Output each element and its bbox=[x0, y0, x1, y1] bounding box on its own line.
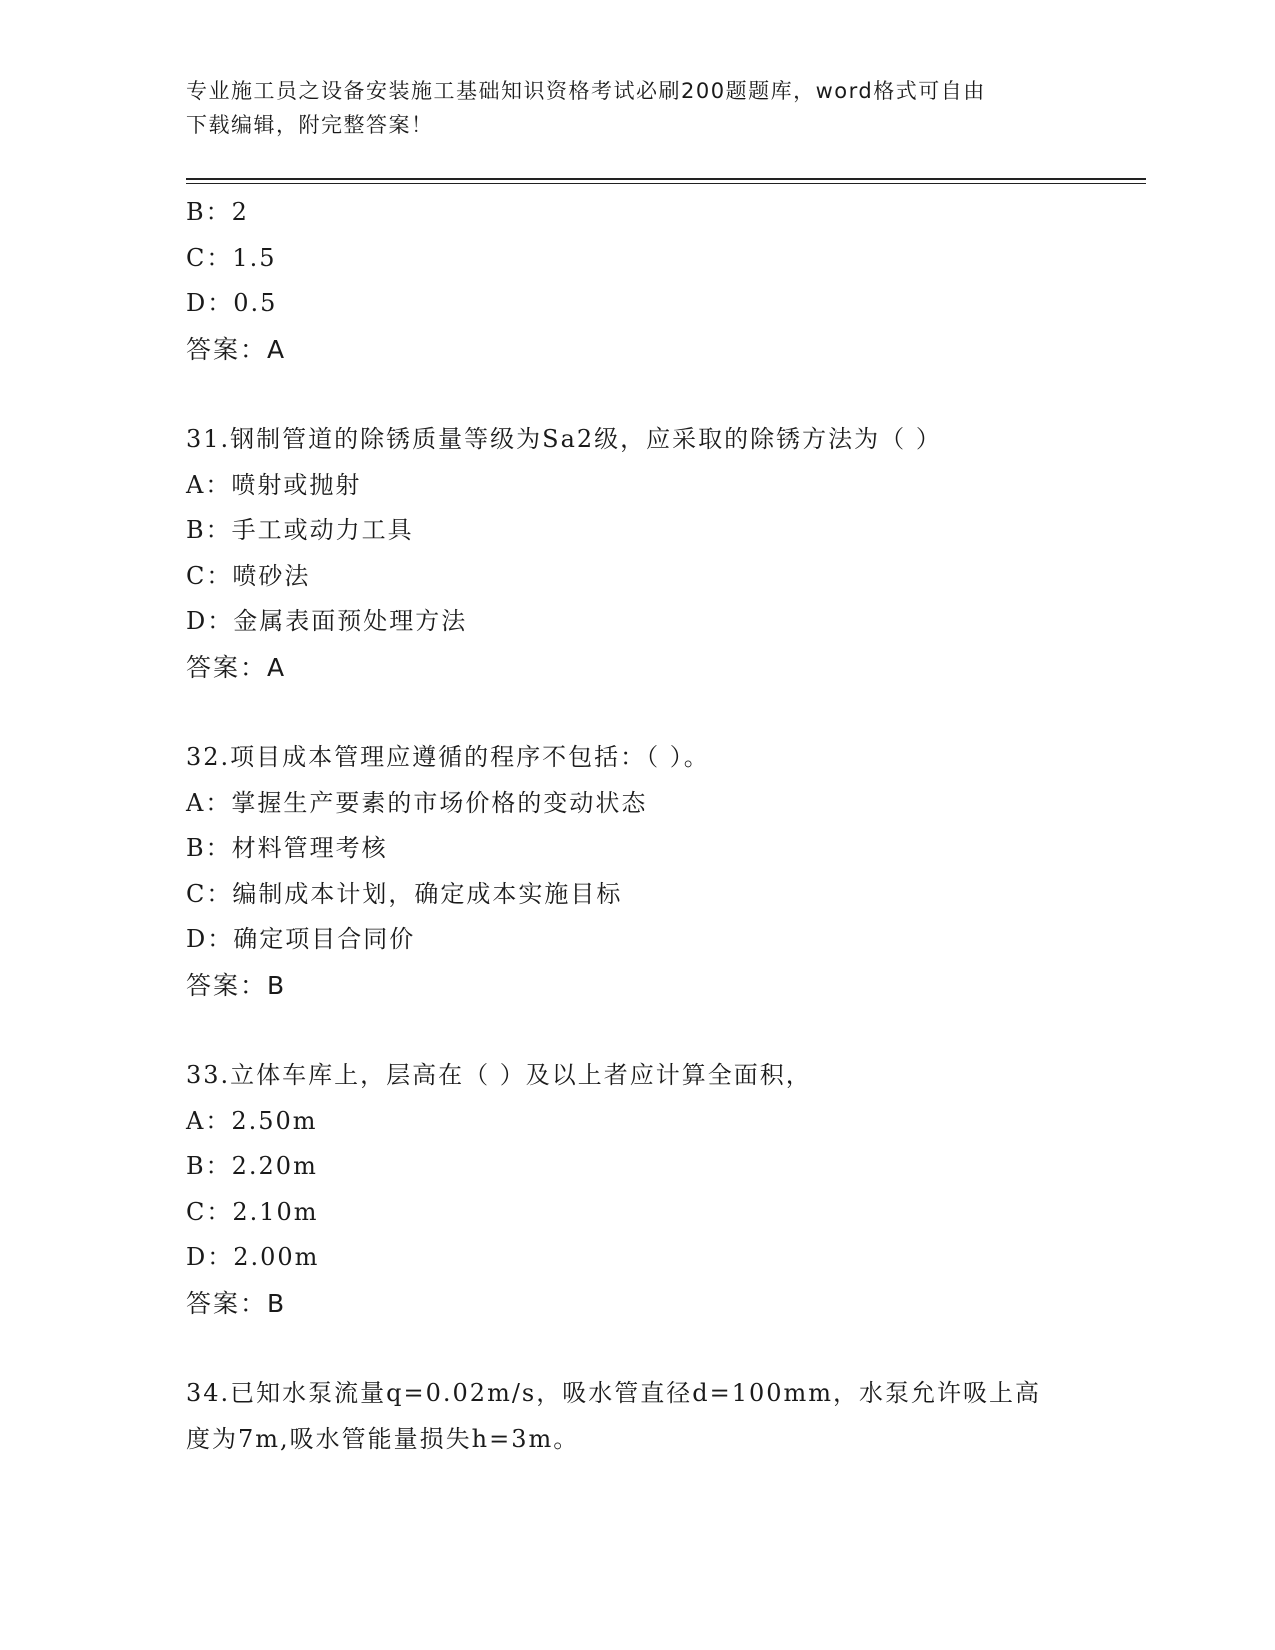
option-a: A：2.50m bbox=[186, 1106, 318, 1135]
question-block bbox=[186, 1053, 1086, 1326]
option-d: D：0.5 bbox=[186, 289, 278, 317]
question-text: 33.立体车库上，层高在（ ）及以上者应计算全面积， bbox=[186, 1061, 812, 1089]
question-block bbox=[186, 417, 1086, 690]
option-b: B：2.20m bbox=[186, 1152, 318, 1180]
option-d: D：2.00m bbox=[186, 1243, 320, 1271]
option-b: B：2 bbox=[186, 198, 249, 226]
question-block bbox=[186, 735, 1086, 1008]
option-c: C：编制成本计划，确定成本实施目标 bbox=[186, 879, 623, 908]
option-c: C：1.5 bbox=[186, 243, 277, 272]
option-a: A：掌握生产要素的市场价格的变动状态 bbox=[186, 788, 648, 817]
question-content bbox=[186, 190, 1086, 1462]
option-b: B：手工或动力工具 bbox=[186, 516, 414, 544]
header-rule-thin bbox=[186, 183, 1146, 184]
option-a: A：喷射或抛射 bbox=[186, 470, 362, 499]
previous-question-block bbox=[186, 190, 1086, 372]
option-d: D：金属表面预处理方法 bbox=[186, 607, 468, 635]
question-text-line-2: 度为7m,吸水管能量损失h=3m。 bbox=[186, 1424, 580, 1453]
question-text-line-1: 34.已知水泵流量q=0.02m/s，吸水管直径d=100mm，水泵允许吸上高 bbox=[186, 1379, 1042, 1407]
header-line-2: 下载编辑，附完整答案！ bbox=[186, 113, 434, 137]
answer-line: 答案：A bbox=[186, 334, 287, 364]
option-c: C：喷砂法 bbox=[186, 561, 311, 590]
answer-line: 答案：B bbox=[186, 970, 287, 1000]
answer-line: 答案：B bbox=[186, 1288, 287, 1318]
option-d: D：确定项目合同价 bbox=[186, 925, 416, 953]
question-text: 31.钢制管道的除锈质量等级为Sa2级，应采取的除锈方法为（ ） bbox=[186, 425, 942, 453]
header-rule-thick bbox=[186, 178, 1146, 180]
question-text: 32.项目成本管理应遵循的程序不包括：（ ）。 bbox=[186, 743, 710, 771]
document-header bbox=[186, 74, 1066, 142]
option-c: C：2.10m bbox=[186, 1197, 319, 1226]
question-block bbox=[186, 1371, 1086, 1462]
answer-line: 答案：A bbox=[186, 652, 287, 682]
option-b: B：材料管理考核 bbox=[186, 834, 388, 862]
header-line-1: 专业施工员之设备安装施工基础知识资格考试必刷200题题库，word格式可自由 bbox=[186, 79, 986, 103]
